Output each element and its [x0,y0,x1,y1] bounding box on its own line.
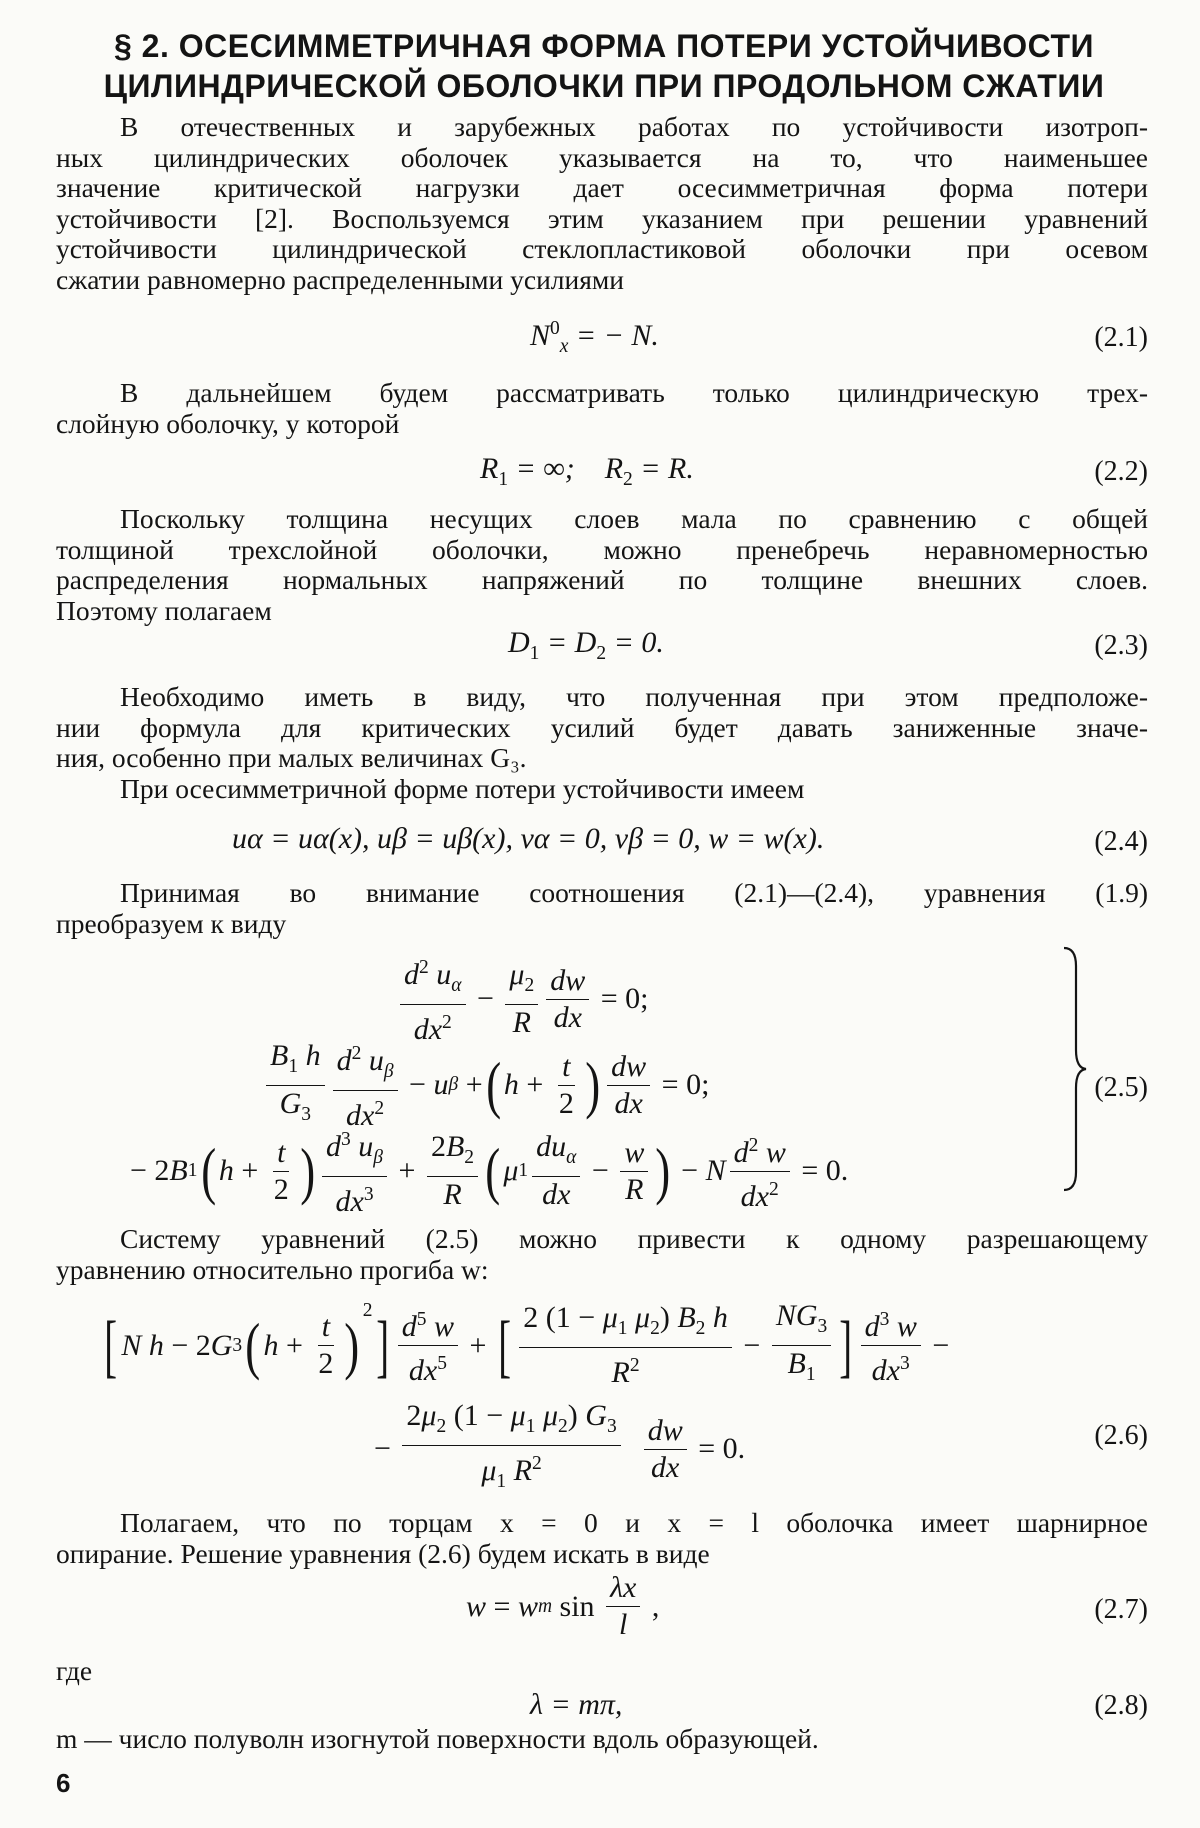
text-line: где [56,1655,93,1686]
text-line: Полагаем, что по торцам x = 0 и x = l оболочка имеет шарнирное [120,1507,1148,1538]
paragraph-7 [56,1224,1148,1285]
equation-2-4 [232,822,824,856]
text-line: Принимая во внимание соотношения (2.1)—(2.4), уравнения (1.9) [120,877,1148,908]
equation-number: (2.5) [1094,1072,1148,1103]
paragraph-1 [56,112,1148,295]
title-line-2: ЦИЛИНДРИЧЕСКОЙ ОБОЛОЧКИ ПРИ ПРОДОЛЬНОМ СЖАТИИ [103,68,1105,104]
equation-number: (2.6) [1094,1420,1148,1451]
text-line: При осесимметричной форме потери устойчивости имеем [120,773,805,804]
text-line: слойную оболочку, у которой [56,407,400,439]
text-line: В дальнейшем будем рассматривать только цилиндрическую трех- [120,377,1148,408]
page-number: 6 [56,1768,71,1798]
equation-number: (2.4) [1094,826,1148,857]
equation-number: (2.1) [1094,322,1148,353]
text-line: преобразуем к виду [56,907,287,939]
equation-2-1: $N^0_x$ = − N. [530,318,659,357]
equation-number: (2.7) [1094,1594,1148,1625]
equation-number: (2.3) [1094,630,1148,661]
text-line: ния, особенно при малых величинах G₃. [56,742,527,773]
text-line: значение критической нагрузки дает осесимметричная форма потери [56,172,1148,203]
paragraph-8 [56,1508,1148,1569]
equation-2-3: $D_1 = D_2 = 0$. [508,626,664,664]
equation-2-5-line-1: $\frac{d^2 u_\alpha}{dx^2}$ − $\frac{\mu_2}{R}$ $\frac{dw}{dx}$ = 0; [396,952,649,1046]
title-line-1: § 2. ОСЕСИММЕТРИЧНАЯ ФОРМА ПОТЕРИ УСТОЙЧИВОСТИ [113,28,1095,64]
equation-2-8-text: λ = mπ, [530,1688,623,1721]
paragraph-5 [56,774,1148,805]
text-line: Систему уравнений (2.5) можно привести к одному разрешающему [120,1223,1148,1254]
system-brace [1060,946,1090,1192]
section-title [56,26,1152,106]
text-line: распределения нормальных напряжений по толщине внешних слоев. [56,564,1148,595]
equation-2-2: $R_1$ = ∞; $R_2 = R$. [480,452,694,490]
text-line: В отечественных и зарубежных работах по устойчивости изотроп- [120,111,1148,142]
text-line: Поэтому полагаем [56,594,272,626]
equation-2-6-line-2: − $\frac{2\mu_2 (1 - \mu_1 \mu_2) G_3}{\mu_1 R^2}$ $\frac{dw}{dx}$ = 0. [374,1399,746,1492]
equation-number: (2.8) [1094,1690,1148,1721]
text-line: устойчивости [2]. Воспользуемся этим указанием при решении уравнений [56,202,1148,234]
text-line: нии формула для критических усилий будет давать заниженные значе- [56,711,1148,743]
text-line: Необходимо иметь в виду, что полученная при этом предположе- [120,681,1148,712]
paragraph-9 [56,1724,1148,1755]
text-line: Поскольку толщина несущих слоев мала по сравнению с общей [120,503,1148,534]
equation-2-7: w = w m sin $\frac{\lambda x}{l}$ , [466,1571,660,1641]
equation-2-8 [530,1688,622,1722]
equation-2-5-line-2: $\frac{B_1 h}{G_3}$ $\frac{d^2 u_\beta}{dx^2}$ − u β + ( h + $\frac{t}{2}$ ) $\frac{dw}{dx}$ = 0; [262,1038,709,1132]
paragraph-4 [56,682,1148,774]
text-line: сжатии равномерно распределенными усилиями [56,263,624,295]
text-line: толщиной трехслойной оболочки, можно пренебречь неравномерностью [56,533,1148,565]
equation-2-6-line-1: [ N h − 2 G 3 ( h + $\frac{t}{2}$ ) $^2$ ] $\frac{d^5 w}{dx^5}$ + [ $\frac{2 (1 - \mu_1 \mu_2) B_2 h}{R^2}$ − $\frac{NG_3}{B_1}$ ] $\frac{d^3 w}{dx^3}$ − [104,1299,950,1389]
equation-number: (2.2) [1094,456,1148,487]
paragraph-3 [56,504,1148,626]
where-text [56,1656,1148,1687]
text-line: уравнению относительно прогиба w: [56,1253,489,1285]
paragraph-6 [56,878,1148,939]
text-line: ных цилиндрических оболочек указывается на то, что наименьшее [56,141,1148,173]
text-line: устойчивости цилиндрической стеклопластиковой оболочки при осевом [56,233,1148,264]
equation-2-4-text: uα = uα(x), uβ = uβ(x), vα = 0, vβ = 0, w = w(x). [232,822,825,855]
paragraph-2 [56,378,1148,439]
equation-2-5-line-3: − 2 B 1 ( h + $\frac{t}{2}$ ) $\frac{d^3 u_\beta}{dx^3}$ + $\frac{2B_2}{R}$ ( μ 1 $\frac{du_\alpha}{dx}$ − $\frac{w}{R}$ ) − N $\frac{d^2 w}{dx^2}$ = 0. [130,1124,848,1218]
text-line: m — число полуволн изогнутой поверхности вдоль образующей. [56,1723,819,1754]
text-line: опирание. Решение уравнения (2.6) будем искать в виде [56,1537,710,1569]
